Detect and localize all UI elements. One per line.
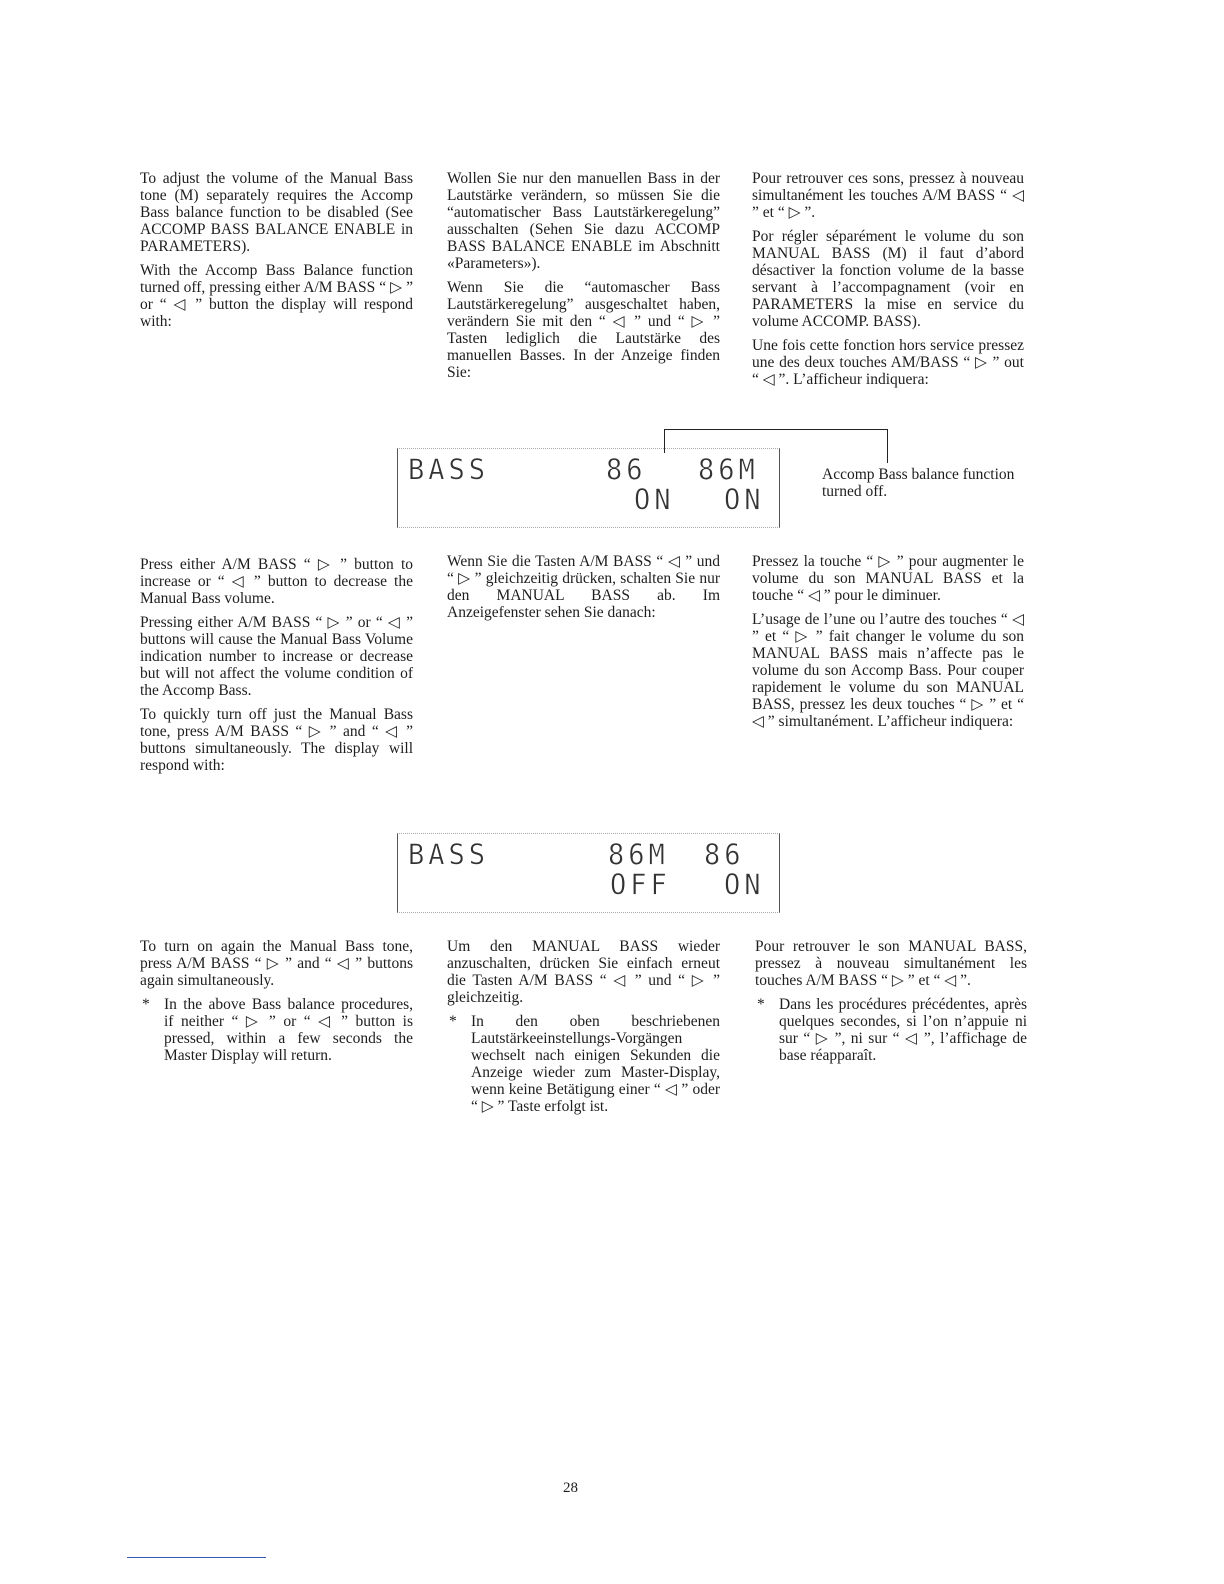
lcd-display-1 (397, 448, 780, 528)
bullet-marker: * (757, 996, 765, 1013)
section2-english (140, 556, 413, 781)
paragraph: Por régler séparément le volume du son MANUAL BASS (M) il faut d’abord désactiver la fonction volume de la basse servant à l’accompagnament (voir en PARAMETERS la mise en service du volume ACCOMP. BASS). (752, 228, 1024, 330)
callout-bracket (664, 429, 888, 430)
lcd-status: ON (724, 484, 765, 517)
lcd-status: ON (724, 869, 765, 902)
paragraph: Wollen Sie nur den manuellen Bass in der Lautstärke verändern, so müssen Sie die “automatischer Bass Lautstärkeregelung” ausschalten (Sehen Sie dazu ACCOMP BASS BALANCE ENABLE im Abschnitt «Parameters»). (447, 170, 720, 272)
section3-french (755, 938, 1027, 1064)
lcd-label: BASS (408, 454, 490, 487)
footnote (755, 996, 1027, 1064)
lcd-value: 86 (606, 454, 647, 487)
section1-french (752, 170, 1024, 395)
lcd-status: ON (634, 484, 675, 517)
footnote (140, 996, 413, 1064)
paragraph: Press either A/M BASS “ ▷ ” button to increase or “ ◁ ” button to decrease the Manual Bass volume. (140, 556, 413, 607)
lcd-status: OFF (610, 869, 671, 902)
paragraph: Wenn Sie die “automascher Bass Lautstärkeregelung” ausgeschaltet haben, verändern Sie mit den “ ◁ ” und “ ▷ ” Tasten lediglich die Lautstärke des manuellen Basses. In der Anzeige finden Sie: (447, 279, 720, 381)
lcd-value: 86 (704, 839, 745, 872)
paragraph: L’usage de l’une ou l’autre des touches “ ◁ ” et “ ▷ ” fait changer le volume du son MANUAL BASS mais n’affecte pas le volume du son Accomp Bass. Pour couper rapidement le volume du son MANUAL BASS, pressez les deux touches “ ▷ ” et “ ◁ ” simultanément. L’afficheur indiquera: (752, 611, 1024, 730)
section3-german (447, 938, 720, 1115)
page-number: 28 (563, 1480, 578, 1496)
paragraph: Pour retrouver le son MANUAL BASS, pressez à nouveau simultanément les touches A/M BASS “ ▷ ” et “ ◁ ”. (755, 938, 1027, 989)
lcd-label: BASS (408, 839, 490, 872)
section1-german (447, 170, 720, 388)
callout-note: Accomp Bass balance function turned off. (822, 466, 1015, 500)
paragraph: Um den MANUAL BASS wieder anzuschalten, drücken Sie einfach erneut die Tasten A/M BASS “ ◁ ” und “ ▷ ” gleichzeitig. (447, 938, 720, 1006)
bullet-marker: * (142, 996, 150, 1013)
footnote-text: In den oben beschriebenen Lautstärkeeinstellungs-Vorgängen wechselt nach einigen Sekunden die Anzeige wieder zum Master-Display, wenn keine Betätigung einer “ ◁ ” oder “ ▷ ” Taste erfolgt ist. (471, 1013, 720, 1115)
lcd-value: 86M (608, 839, 669, 872)
footnote-text: Dans les procédures précédentes, après quelques secondes, si l’on n’appuie ni sur “ ▷ ”, ni sur “ ◁ ”, l’affichage de base réapparaît. (779, 996, 1027, 1064)
lcd-value: 86M (698, 454, 759, 487)
bullet-marker: * (449, 1013, 457, 1030)
footer-rule (127, 1557, 266, 1558)
lcd-display-2 (397, 833, 780, 913)
section2-german (447, 553, 720, 628)
paragraph: With the Accomp Bass Balance function turned off, pressing either A/M BASS “ ▷ ” or “ ◁ ” button the display will respond with: (140, 262, 413, 330)
paragraph: To adjust the volume of the Manual Bass tone (M) separately requires the Accomp Bass balance function to be disabled (See ACCOMP BASS BALANCE ENABLE in PARAMETERS). (140, 170, 413, 255)
section3-english (140, 938, 413, 1064)
section1-english (140, 170, 413, 337)
paragraph: Wenn Sie die Tasten A/M BASS “ ◁ ” und “ ▷ ” gleichzeitig drücken, schalten Sie nur den MANUAL BASS ab. Im Anzeigefenster sehen Sie danach: (447, 553, 720, 621)
paragraph: To turn on again the Manual Bass tone, press A/M BASS “ ▷ ” and “ ◁ ” buttons again simultaneously. (140, 938, 413, 989)
paragraph: Pressez la touche “ ▷ ” pour augmenter le volume du son MANUAL BASS et la touche “ ◁ ” pour le diminuer. (752, 553, 1024, 604)
paragraph: Pressing either A/M BASS “ ▷ ” or “ ◁ ” buttons will cause the Manual Bass Volume indication number to increase or decrease but will not affect the volume condition of the Accomp Bass. (140, 614, 413, 699)
paragraph: Une fois cette fonction hors service pressez une des deux touches AM/BASS “ ▷ ” out “ ◁ ”. L’afficheur indiquera: (752, 337, 1024, 388)
paragraph: Pour retrouver ces sons, pressez à nouveau simultanément les touches A/M BASS “ ◁ ” et “ ▷ ”. (752, 170, 1024, 221)
paragraph: To quickly turn off just the Manual Bass tone, press A/M BASS “ ▷ ” and “ ◁ ” buttons simultaneously. The display will respond with: (140, 706, 413, 774)
callout-bracket-right (887, 429, 888, 463)
footnote (447, 1013, 720, 1115)
section2-french (752, 553, 1024, 737)
footnote-text: In the above Bass balance procedures, if neither “ ▷ ” or “ ◁ ” button is pressed, within a few seconds the Master Display will return. (164, 996, 413, 1064)
